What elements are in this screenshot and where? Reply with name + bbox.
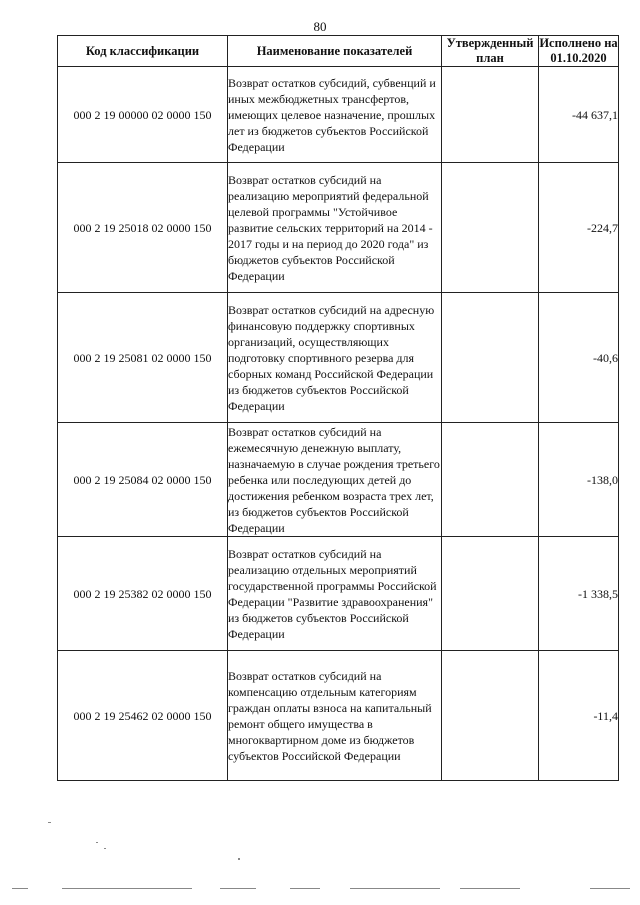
code-cell: 000 2 19 25382 02 0000 150 xyxy=(58,537,228,651)
header-name: Наименование показателей xyxy=(228,36,442,67)
code-cell: 000 2 19 25084 02 0000 150 xyxy=(58,423,228,537)
header-plan: Утвержденный план xyxy=(442,36,539,67)
executed-cell: -44 637,1 xyxy=(539,67,619,163)
header-code: Код классификации xyxy=(58,36,228,67)
executed-cell: -11,4 xyxy=(539,651,619,781)
name-cell: Возврат остатков субсидий на адресную финансовую поддержку спортивных организаций, осуществляющих подготовку спортивного резерва для сборных команд Российской Федерации из бюджетов субъектов Российской Федерации xyxy=(228,293,442,423)
name-cell: Возврат остатков субсидий, субвенций и иных межбюджетных трансфертов, имеющих целевое назначение, прошлых лет из бюджетов субъектов Российской Федерации xyxy=(228,67,442,163)
name-cell: Возврат остатков субсидий на ежемесячную денежную выплату, назначаемую в случае рождения третьего ребенка или последующих детей до достижения ребенком возраста трех лет, из бюджетов субъектов Российской Федерации xyxy=(228,424,440,535)
header-executed: Исполнено на 01.10.2020 xyxy=(539,36,618,65)
code-cell: 000 2 19 25081 02 0000 150 xyxy=(58,293,228,423)
executed-cell: -224,7 xyxy=(539,163,619,293)
name-cell: Возврат остатков субсидий на реализацию мероприятий федеральной целевой программы "Устойчивое развитие сельских территорий на 2014 - 2017 годы и на период до 2020 года" из бюджетов субъектов Российской Федерации xyxy=(228,163,442,293)
code-cell: 000 2 19 25018 02 0000 150 xyxy=(58,163,228,293)
executed-cell: -40,6 xyxy=(539,293,619,423)
executed-cell: -1 338,5 xyxy=(539,537,619,651)
name-cell: Возврат остатков субсидий на реализацию отдельных мероприятий государственной программы Российской Федерации "Развитие здравоохранения" из бюджетов субъектов Российской Федерации xyxy=(228,537,442,651)
page-number: 80 xyxy=(313,19,327,34)
name-cell: Возврат остатков субсидий на компенсацию отдельным категориям граждан оплаты взноса на капитальный ремонт общего имущества в многоквартирном доме из бюджетов субъектов Российской Федерации xyxy=(228,651,442,781)
code-cell: 000 2 19 00000 02 0000 150 xyxy=(58,67,228,163)
executed-cell: -138,0 xyxy=(539,423,619,537)
code-cell: 000 2 19 25462 02 0000 150 xyxy=(58,651,228,781)
